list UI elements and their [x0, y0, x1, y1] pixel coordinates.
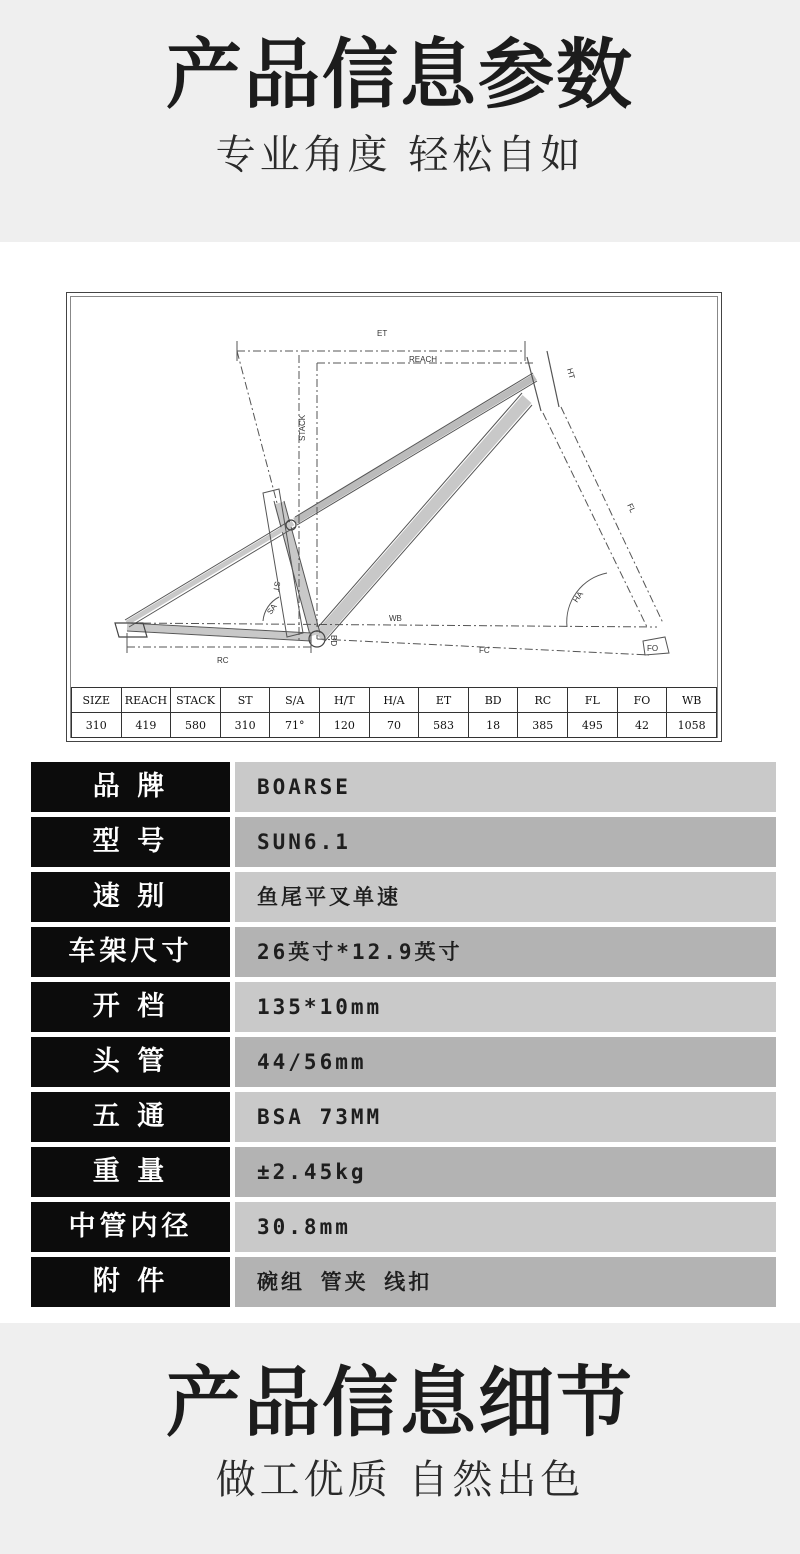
geo-value-cell: 495 — [568, 713, 618, 738]
label-bd: BD — [329, 635, 338, 647]
label-ht: HT — [565, 367, 577, 380]
footer-title: 产品信息细节 — [166, 1358, 634, 1447]
geo-value-cell: 71° — [270, 713, 320, 738]
spec-row-tube-diameter — [30, 1202, 776, 1252]
page-subtitle: 专业角度 轻松自如 — [215, 132, 585, 178]
geo-value-cell: 419 — [121, 713, 171, 738]
geometry-diagram — [66, 292, 722, 742]
geo-value-cell: 310 — [72, 713, 122, 738]
spec-row-frame-size — [30, 927, 776, 977]
geometry-value-row — [72, 713, 717, 738]
spec-value: BOARSE — [235, 762, 776, 812]
spec-label: 中管内径 — [31, 1202, 230, 1252]
frame-tubes — [115, 351, 559, 647]
spec-label: 五 通 — [31, 1092, 230, 1142]
page-title: 产品信息参数 — [166, 30, 634, 119]
label-sa: SA — [265, 602, 279, 617]
footer-subtitle: 做工优质 自然出色 — [215, 1457, 585, 1503]
geo-value-cell: 42 — [617, 713, 667, 738]
spec-row-model — [30, 817, 776, 867]
geo-value-cell: 583 — [419, 713, 469, 738]
spec-row-brand — [30, 762, 776, 812]
label-reach: REACH — [409, 355, 438, 364]
geo-value-cell: 580 — [171, 713, 221, 738]
label-wb: WB — [389, 614, 402, 623]
footer-banner — [0, 1323, 800, 1554]
geo-header-cell: H/T — [320, 688, 370, 713]
spec-row-spacing — [30, 982, 776, 1032]
geo-header-cell: ST — [220, 688, 270, 713]
geo-header-cell: SIZE — [72, 688, 122, 713]
geo-value-cell: 385 — [518, 713, 568, 738]
geo-header-cell: FO — [617, 688, 667, 713]
frame-geometry-drawing — [67, 293, 715, 685]
spec-value: 鱼尾平叉单速 — [235, 872, 776, 922]
geo-header-cell: H/A — [369, 688, 419, 713]
geo-header-cell: S/A — [270, 688, 320, 713]
spec-label: 开 档 — [31, 982, 230, 1032]
geo-header-cell: WB — [667, 688, 717, 713]
spec-value: 26英寸*12.9英寸 — [235, 927, 776, 977]
label-st: ST — [271, 580, 282, 593]
spec-list — [30, 762, 776, 1312]
spec-label: 型 号 — [31, 817, 230, 867]
spec-label: 速 别 — [31, 872, 230, 922]
spec-row-speed — [30, 872, 776, 922]
geo-header-cell: STACK — [171, 688, 221, 713]
spec-label: 头 管 — [31, 1037, 230, 1087]
label-fc: FC — [479, 646, 490, 655]
spec-label: 重 量 — [31, 1147, 230, 1197]
spec-value: SUN6.1 — [235, 817, 776, 867]
label-stack: STACK — [298, 414, 307, 441]
geo-header-cell: BD — [468, 688, 518, 713]
spec-value: 135*10mm — [235, 982, 776, 1032]
header-banner — [0, 0, 800, 242]
spec-label: 品 牌 — [31, 762, 230, 812]
spec-label: 附 件 — [31, 1257, 230, 1307]
geo-header-cell: ET — [419, 688, 469, 713]
spec-row-weight — [30, 1147, 776, 1197]
geometry-header-row — [72, 688, 717, 713]
geo-header-cell: RC — [518, 688, 568, 713]
spec-row-head-tube — [30, 1037, 776, 1087]
label-fo: FO — [647, 644, 659, 653]
spec-row-accessories — [30, 1257, 776, 1307]
spec-value: 30.8mm — [235, 1202, 776, 1252]
spec-value: BSA 73MM — [235, 1092, 776, 1142]
label-rc: RC — [217, 656, 229, 665]
spec-value: 碗组 管夹 线扣 — [235, 1257, 776, 1307]
label-ha: HA — [571, 589, 586, 605]
dimension-lines — [127, 341, 669, 655]
spec-row-bottom-bracket — [30, 1092, 776, 1142]
geo-value-cell: 70 — [369, 713, 419, 738]
label-fl: FL — [625, 502, 638, 515]
spec-label: 车架尺寸 — [31, 927, 230, 977]
geo-value-cell: 18 — [468, 713, 518, 738]
geometry-table — [71, 687, 717, 738]
geo-value-cell: 310 — [220, 713, 270, 738]
geo-value-cell: 1058 — [667, 713, 717, 738]
geo-header-cell: REACH — [121, 688, 171, 713]
spec-value: 44/56mm — [235, 1037, 776, 1087]
geo-value-cell: 120 — [320, 713, 370, 738]
label-et: ET — [377, 329, 388, 338]
geo-header-cell: FL — [568, 688, 618, 713]
spec-value: ±2.45kg — [235, 1147, 776, 1197]
